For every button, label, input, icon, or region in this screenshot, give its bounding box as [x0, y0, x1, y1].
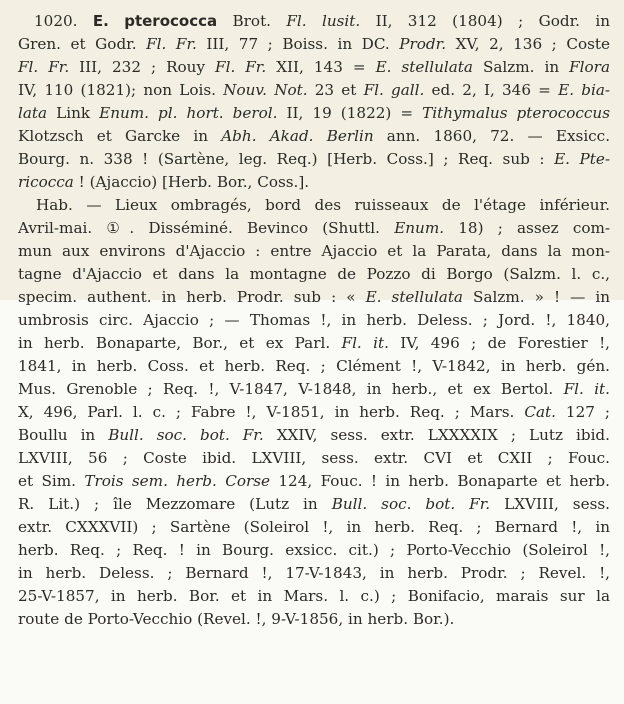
italic-citation: Nouv. Not.: [223, 81, 308, 99]
habitat-line: [18, 424, 610, 447]
entry-line: [18, 79, 610, 102]
habitat-line: [18, 539, 610, 562]
text-run: ! (Ajaccio) [Herb. Bor., Coss.].: [73, 173, 310, 191]
text-run: IV, 496 ; de Forestier !,: [388, 334, 611, 352]
entry-line: [18, 33, 610, 56]
text-run: X, 496, Parl. l. c. ; Fabre !, V-1851, in herb. Req. ; Mars.: [18, 403, 525, 421]
text-run: 127 ;: [555, 403, 611, 421]
text-run: Brot.: [232, 12, 287, 30]
italic-citation: Fl. it.: [563, 380, 610, 398]
text-run: route de Porto-Vecchio (Revel. !, 9-V-1856, in herb. Bor.).: [18, 610, 455, 628]
text-run: Mus. Grenoble ; Req. !, V-1847, V-1848, in herb., et ex Bertol.: [18, 380, 564, 398]
text-run: Klotzsch et Garcke in: [18, 127, 222, 145]
habitat-line: [18, 470, 610, 493]
text-run: extr. CXXXVII) ; Sartène (Soleirol !, in herb. Req. ; Bernard !, in: [18, 518, 610, 536]
text-run: et Sim.: [18, 472, 85, 490]
synonymy-paragraph: [34, 10, 610, 33]
italic-citation: lata: [18, 104, 48, 122]
text-run: XV, 2, 136 ; Coste: [446, 35, 610, 53]
text-run: XII, 143 =: [266, 58, 376, 76]
text-run: Salzm. » ! — in: [463, 288, 610, 306]
text-run: 25-V-1857, in herb. Bor. et in Mars. l. c.) ; Bonifacio, marais sur la: [18, 587, 610, 605]
entry-line: [18, 125, 610, 148]
text-run: in herb. Deless. ; Bernard !, 17-V-1843, in herb. Prodr. ; Revel. !,: [18, 564, 610, 582]
text-run: 1841, in herb. Coss. et herb. Req. ; Clément !, V-1842, in herb. gén.: [18, 357, 610, 375]
text-run: 18) ; assez com-: [444, 219, 611, 237]
synonymy-lines: [18, 33, 610, 194]
text-run: ann. 1860, 72. — Exsicc.: [373, 127, 611, 145]
italic-citation: E. bia-: [558, 81, 611, 99]
entry-line: [18, 102, 610, 125]
entry-line-rest: [233, 12, 611, 30]
italic-citation: Fl. Fr.: [18, 58, 70, 76]
text-run: XXIV, sess. extr. LXXXXIX ; Lutz ibid.: [263, 426, 610, 444]
entry-line: [18, 148, 610, 171]
text-run: ed. 2, I, 346 =: [424, 81, 559, 99]
italic-citation: Fl. it.: [341, 334, 389, 352]
habitat-line: [18, 332, 610, 355]
text-run: IV, 110 (1821); non Lois.: [18, 81, 224, 99]
text-run: herb. Req. ; Req. ! in Bourg. exsicc. cit.) ; Porto-Vecchio (Soleirol !,: [18, 541, 610, 559]
text-run: umbrosis circ. Ajaccio ; — Thomas !, in herb. Deless. ; Jord. !, 1840,: [18, 311, 610, 329]
text-run: specim. authent. in herb. Prodr. sub : «: [18, 288, 366, 306]
text-run: II, 19 (1822) =: [277, 104, 423, 122]
text-run: Bourg. n. 338 ! (Sartène, leg. Req.) [Herb. Coss.] ; Req. sub :: [18, 150, 555, 168]
habitat-heading-line: [18, 194, 610, 217]
text-run: Avril-mai. ①. Disséminé. Bevinco (Shuttl.: [18, 219, 395, 237]
italic-citation: E. Pte-: [554, 150, 610, 168]
text-run: Boullu in: [18, 426, 109, 444]
text-run: Gren. et Godr.: [18, 35, 147, 53]
italic-citation: Fl. Fr.: [215, 58, 267, 76]
habitat-line: [18, 608, 610, 631]
text-run: Salzm. in: [472, 58, 570, 76]
italic-citation: Fl. Fr.: [146, 35, 197, 53]
text-run: mun aux environs d'Ajaccio : entre Ajaccio et la Parata, dans la mon-: [18, 242, 610, 260]
italic-citation: Flora: [569, 58, 610, 76]
italic-citation: E. stellulata: [365, 288, 463, 306]
entry-line: [18, 56, 610, 79]
habitat-line: [18, 493, 610, 516]
italic-citation: Enum.: [394, 219, 445, 237]
italic-citation: Fl. gall.: [363, 81, 425, 99]
italic-citation: Bull. soc. bot. Fr.: [108, 426, 264, 444]
species-entry: [18, 10, 610, 631]
habitat-line: [18, 240, 610, 263]
text-run: LXVIII, sess.: [490, 495, 610, 513]
text-run: R. Lit.) ; île Mezzomare (Lutz in: [18, 495, 332, 513]
habitat-line: [18, 585, 610, 608]
italic-citation: ricocca: [18, 173, 74, 191]
habitat-line: [18, 286, 610, 309]
italic-citation: Trois sem. herb. Corse: [84, 472, 271, 490]
habitat-line: [18, 217, 610, 240]
text-run: II, 312 (1804) ; Godr. in: [360, 12, 611, 30]
habitat-line: [18, 562, 610, 585]
text-run: III, 232 ; Rouy: [69, 58, 216, 76]
habitat-lines: [18, 194, 610, 631]
entry-line: [34, 10, 610, 33]
italic-citation: Enum. pl. hort. berol.: [99, 104, 278, 122]
habitat-line: [18, 447, 610, 470]
italic-citation: Abh. Akad. Berlin: [221, 127, 374, 145]
habitat-line: [18, 309, 610, 332]
habitat-line: [18, 355, 610, 378]
habitat-line: [18, 378, 610, 401]
text-run: 23 et: [307, 81, 364, 99]
habitat-line: [18, 516, 610, 539]
entry-line: [18, 171, 610, 194]
italic-citation: Fl. lusit.: [286, 12, 361, 30]
text-run: in herb. Bonaparte, Bor., et ex Parl.: [18, 334, 342, 352]
habitat-line: [18, 401, 610, 424]
italic-citation: Bull. soc. bot. Fr.: [331, 495, 491, 513]
entry-number: 1020.: [34, 12, 78, 30]
text-run: 124, Fouc. ! in herb. Bonaparte et herb.: [270, 472, 610, 490]
entry-genus: E.: [92, 12, 109, 30]
italic-citation: Cat.: [524, 403, 556, 421]
habitat-line: [18, 263, 610, 286]
text-run: III, 77 ; Boiss. in DC.: [196, 35, 400, 53]
italic-citation: E. stellulata: [375, 58, 473, 76]
entry-species: pterococca: [124, 12, 218, 30]
italic-citation: Prodr.: [399, 35, 447, 53]
text-run: tagne d'Ajaccio et dans la montagne de Pozzo di Borgo (Salzm. l. c.,: [18, 265, 610, 283]
italic-citation: Tithymalus pterococcus: [422, 104, 611, 122]
text-run: Hab. — Lieux ombragés, bord des ruisseaux de l'étage inférieur.: [36, 196, 610, 214]
text-run: LXVIII, 56 ; Coste ibid. LXVIII, sess. extr. CVI et CXII ; Fouc.: [18, 449, 610, 467]
text-run: Link: [47, 104, 100, 122]
